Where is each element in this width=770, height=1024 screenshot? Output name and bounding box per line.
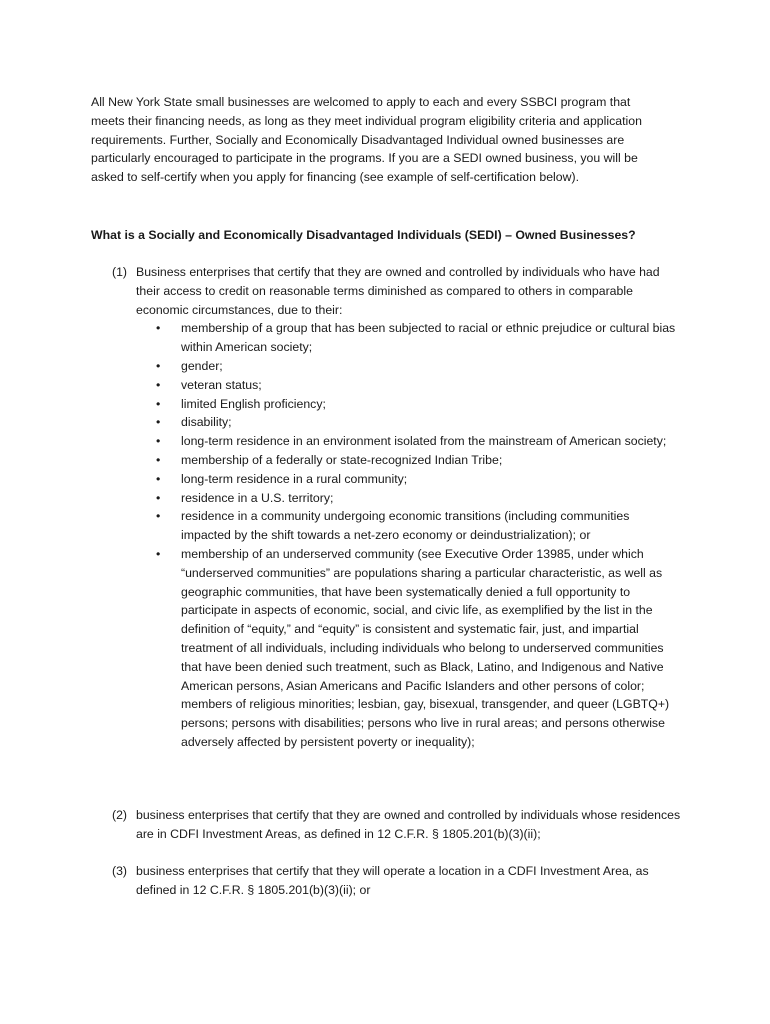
item-number: (1) bbox=[112, 265, 128, 279]
bullet-text: long-term residence in a rural community; bbox=[181, 471, 408, 486]
item-text: business enterprises that certify that they will operate a location in a CDFI Investment Area, as defined in 12 C.F.R. § 1805.201(b)(3)(ii); or bbox=[136, 864, 649, 897]
bullet-icon: • bbox=[156, 452, 161, 467]
list-item bbox=[136, 470, 681, 489]
list-item bbox=[136, 489, 681, 508]
bullet-icon: • bbox=[156, 471, 161, 486]
list-item bbox=[136, 413, 681, 432]
bullet-text: disability; bbox=[181, 415, 232, 430]
bullet-icon: • bbox=[156, 509, 161, 524]
intro-paragraph: All New York State small businesses are welcomed to apply to each and every SSBCI program that meets their financing needs, as long as they meet individual program eligibility criteria and application requirements. Further, Socially and Economically Disadvantaged Individual owned businesses are particularly encouraged to participate in the programs. If you are a SEDI owned business, you will be asked to self-certify when you apply for financing (see example of self-certification below). bbox=[91, 95, 642, 185]
bullet-text: limited English proficiency; bbox=[181, 396, 326, 411]
section-heading: What is a Socially and Economically Disadvantaged Individuals (SEDI) – Owned Businesses? bbox=[91, 228, 636, 242]
item-text: business enterprises that certify that they are owned and controlled by individuals whose residences are in CDFI Investment Areas, as defined in 12 C.F.R. § 1805.201(b)(3)(ii); bbox=[136, 808, 681, 841]
bullet-text: gender; bbox=[181, 358, 223, 373]
bullet-text: residence in a community undergoing economic transitions (including communities impacted by the shift towards a net-zero economy or deindustrialization); or bbox=[181, 509, 630, 543]
bullet-text: long-term residence in an environment isolated from the mainstream of American society; bbox=[181, 434, 667, 449]
numbered-item-2 bbox=[112, 806, 682, 844]
list-item bbox=[136, 545, 681, 752]
bullet-text: membership of a group that has been subjected to racial or ethnic prejudice or cultural bias within American society; bbox=[181, 321, 676, 355]
list-item bbox=[136, 507, 681, 545]
bullet-text: membership of an underserved community (see Executive Order 13985, under which “underserved communities” are populations sharing a particular characteristic, as well as geographic communities, that have been systematically denied a full opportunity to participate in aspects of economic, social, and civic life, as exemplified by the list in the definition of “equity,” and “equity” is consistent and systematic fair, just, and impartial treatment of all individuals, including individuals who belong to underserved communities that have been denied such treatment, such as Black, Latino, and Indigenous and Native American persons, Asian Americans and Pacific Islanders and other persons of color; members of religious minorities; lesbian, gay, bisexual, transgender, and queer (LGBTQ+) persons; persons with disabilities; persons who live in rural areas; and persons otherwise adversely affected by persistent poverty or inequality); bbox=[181, 546, 670, 749]
numbered-item-1 bbox=[112, 263, 682, 752]
bullet-text: residence in a U.S. territory; bbox=[181, 490, 334, 505]
bullet-icon: • bbox=[156, 321, 161, 336]
bullet-icon: • bbox=[156, 358, 161, 373]
numbered-item-3 bbox=[112, 862, 682, 900]
list-item bbox=[136, 319, 681, 357]
bullet-icon: • bbox=[156, 377, 161, 392]
list-item bbox=[136, 357, 681, 376]
bullet-icon: • bbox=[156, 546, 161, 561]
bullet-icon: • bbox=[156, 490, 161, 505]
list-item bbox=[136, 376, 681, 395]
list-item bbox=[136, 395, 681, 414]
bullet-list bbox=[136, 319, 682, 751]
bullet-text: veteran status; bbox=[181, 377, 262, 392]
bullet-text: membership of a federally or state-recognized Indian Tribe; bbox=[181, 452, 503, 467]
bullet-icon: • bbox=[156, 415, 161, 430]
list-item bbox=[136, 451, 681, 470]
item-text: Business enterprises that certify that they are owned and controlled by individuals who have had their access to credit on reasonable terms diminished as compared to others in comparable economic circumstances, due to their: bbox=[136, 265, 660, 317]
item-number: (3) bbox=[112, 864, 128, 878]
item-number: (2) bbox=[112, 808, 128, 822]
bullet-icon: • bbox=[156, 396, 161, 411]
list-item bbox=[136, 432, 681, 451]
bullet-icon: • bbox=[156, 434, 161, 449]
